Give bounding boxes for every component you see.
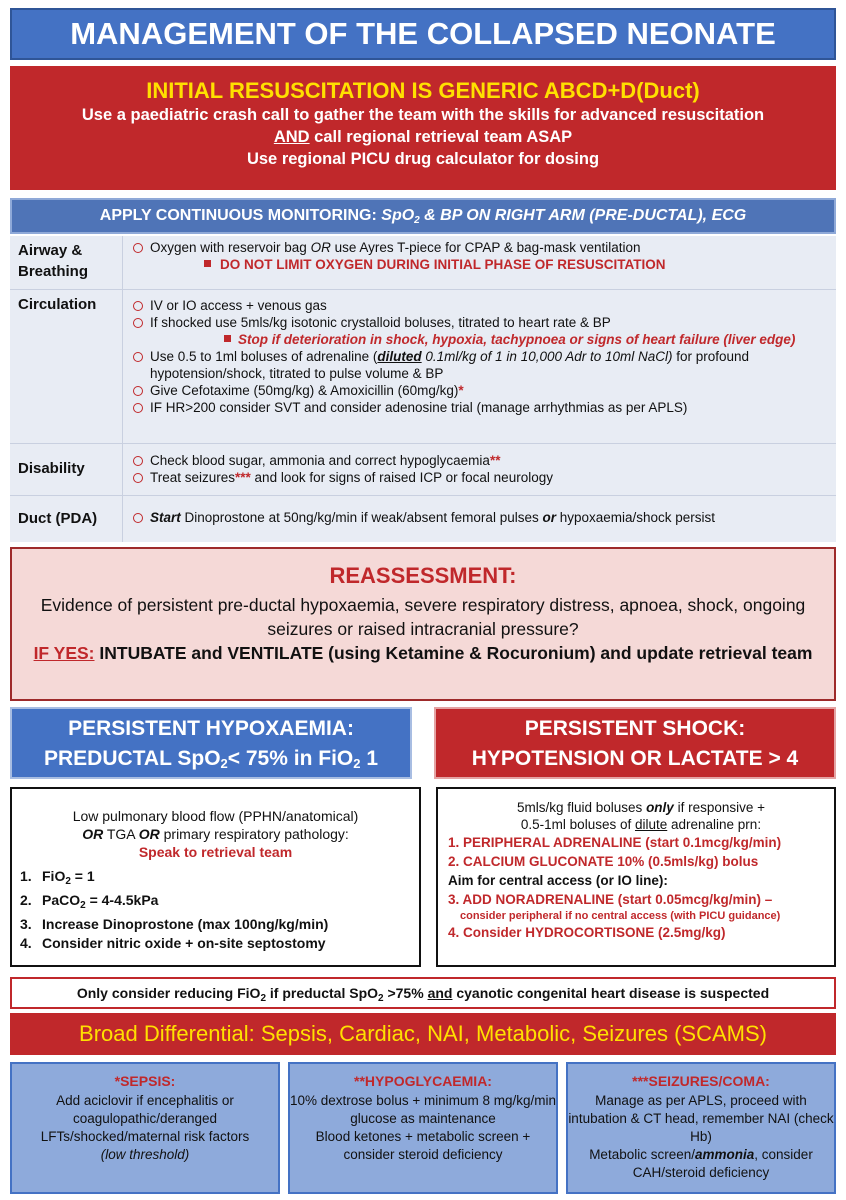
initial-resuscitation-box	[10, 66, 836, 190]
footnote-star: ***	[235, 470, 251, 485]
circulation-label: Circulation	[18, 296, 97, 313]
list-item	[20, 891, 419, 915]
reassessment-action	[12, 641, 834, 665]
shock-box	[436, 787, 836, 967]
text: = 1	[70, 868, 95, 884]
monitoring-prefix: APPLY CONTINUOUS MONITORING:	[99, 207, 382, 224]
circulation-row	[10, 290, 836, 444]
hypoxaemia-line-1: Low pulmonary blood flow (PPHN/anatomical)	[72, 808, 359, 824]
text: for profound hypotension/shock, titrated to pulse volume & BP	[150, 349, 750, 381]
sepsis-text: Add aciclovir if encephalitis or coagulopathic/deranged LFTs/shocked/maternal risk factors	[40, 1093, 250, 1144]
hypoglycaemia-card	[288, 1062, 558, 1194]
text: 1.	[20, 868, 32, 884]
hypoxaemia-heading	[10, 707, 412, 779]
text: = 4-4.5kPa	[85, 892, 159, 908]
text: primary respiratory pathology:	[159, 826, 349, 842]
or-emphasis: OR	[138, 826, 160, 842]
seizures-card	[566, 1062, 836, 1194]
spo-text: SpO	[381, 207, 415, 224]
initial-line-2	[10, 126, 836, 148]
differential-bar: Broad Differential: Sepsis, Cardiac, NAI, Metabolic, Seizures (SCAMS)	[10, 1013, 836, 1055]
start-emphasis: Start	[150, 510, 181, 525]
shock-step-4: 4. Consider HYDROCORTISONE (2.5mg/kg)	[448, 925, 726, 940]
speak-to-retrieval: Speak to retrieval team	[138, 844, 293, 860]
reassessment-text: Evidence of persistent pre-ductal hypoxaemia, severe respiratory distress, apnoea, shock, ongoing seizures or raised intracranial pressure?	[40, 595, 806, 639]
duct-row	[10, 496, 836, 542]
circulation-warning: Stop if deterioration in shock, hypoxia, tachypnoea or signs of heart failure (liver edge)	[128, 331, 832, 348]
duct-body	[128, 509, 832, 526]
shock-step-1: 1. PERIPHERAL ADRENALINE (start 0.1mcg/kg/min)	[448, 835, 782, 850]
list-item	[20, 934, 419, 953]
monitoring-bar	[10, 198, 836, 234]
hypoxaemia-box	[10, 787, 421, 967]
text: Check blood sugar, ammonia and correct hypoglycaemia	[150, 453, 490, 468]
list-item	[128, 239, 832, 256]
monitoring-rest: & BP ON RIGHT ARM (PRE-DUCTAL), ECG	[419, 207, 747, 224]
reassessment-box	[10, 547, 836, 701]
text: 0.5-1ml boluses of	[520, 817, 635, 832]
if-yes-label: IF YES:	[33, 643, 95, 663]
list-item: IV or IO access + venous gas	[128, 297, 832, 314]
text: Dinoprostone at 50ng/kg/min if weak/absent femoral pulses	[180, 510, 543, 525]
text: < 75% in FiO	[227, 747, 354, 770]
hypoxaemia-steps	[12, 867, 419, 953]
text: Use 0.5 to 1ml boluses of adrenaline (	[150, 349, 378, 364]
list-item	[20, 915, 419, 934]
circulation-body	[128, 297, 832, 416]
initial-line-2-rest: call regional retrieval team ASAP	[309, 128, 573, 146]
text: Increase Dinoprostone (max 100ng/kg/min)	[42, 916, 329, 932]
or-emphasis: or	[542, 510, 556, 525]
shock-line-2	[448, 816, 834, 833]
hypoglycaemia-heading: **HYPOGLYCAEMIA:	[354, 1073, 492, 1089]
hypoglycaemia-text-1: 10% dextrose bolus + minimum 8 mg/kg/min glucose as maintenance	[290, 1093, 556, 1126]
and-emphasis: and	[427, 985, 453, 1001]
hypoxaemia-line-2	[12, 825, 419, 843]
sub-2: 2	[378, 993, 384, 1004]
text: Oxygen with reservoir bag	[150, 240, 311, 255]
disability-body	[128, 452, 832, 486]
text: Only consider reducing FiO	[76, 985, 261, 1001]
airway-body	[128, 239, 832, 273]
text: Treat seizures	[150, 470, 236, 485]
text: TGA	[103, 826, 139, 842]
disability-row	[10, 444, 836, 496]
list-item	[128, 509, 832, 526]
text: >75%	[383, 985, 428, 1001]
text: PREDUCTAL SpO	[43, 747, 221, 770]
sub-2: 2	[353, 756, 361, 771]
text: INTUBATE and VENTILATE (using Ketamine & Rocuronium) and update retrieval team	[94, 643, 813, 663]
sepsis-heading: *SEPSIS:	[114, 1073, 176, 1089]
text: PaCO	[42, 892, 81, 908]
list-item	[128, 348, 832, 382]
text: Metabolic screen/	[589, 1147, 695, 1162]
seizures-heading: ***SEIZURES/COMA:	[632, 1073, 770, 1089]
sepsis-note: (low threshold)	[100, 1147, 190, 1162]
sub-2: 2	[220, 756, 228, 771]
shock-aim: Aim for central access (or IO line):	[448, 873, 668, 888]
duct-label: Duct (PDA)	[18, 510, 98, 527]
sub-2: 2	[414, 215, 420, 226]
hypoglycaemia-text-2: Blood ketones + metabolic screen + consider steroid deficiency	[315, 1129, 531, 1162]
shock-step-3: 3. ADD NORADRENALINE (start 0.05mcg/kg/min) –	[448, 892, 773, 907]
text: FiO	[42, 868, 66, 884]
shock-step-3-note: consider peripheral if no central access (with PICU guidance)	[460, 910, 781, 922]
text: , consider CAH/steroid deficiency	[632, 1147, 813, 1180]
shock-heading-2: HYPOTENSION OR LACTATE > 4	[471, 747, 799, 770]
text: 3.	[20, 916, 32, 932]
airway-warning: DO NOT LIMIT OXYGEN DURING INITIAL PHASE OF RESUSCITATION	[128, 256, 832, 273]
list-item	[128, 382, 832, 399]
monitoring-detail	[381, 207, 746, 224]
text: hypoxaemia/shock persist	[555, 510, 716, 525]
text: 4.	[20, 935, 32, 951]
hypoxaemia-heading-2	[12, 744, 410, 779]
hypoxaemia-heading-1: PERSISTENT HYPOXAEMIA:	[68, 717, 354, 740]
reassessment-heading: REASSESSMENT:	[329, 563, 517, 588]
footnote-star: **	[489, 453, 501, 468]
ammonia-emphasis: ammonia	[695, 1147, 755, 1162]
initial-line-1: Use a paediatric crash call to gather the team with the skills for advanced resuscitation	[81, 106, 765, 124]
text: if responsive +	[673, 800, 765, 815]
sub-2: 2	[260, 993, 266, 1004]
airway-label: Airway & Breathing	[18, 242, 89, 280]
initial-heading: INITIAL RESUSCITATION IS GENERIC ABCD+D(Duct)	[146, 78, 700, 103]
list-item	[128, 452, 832, 469]
list-item: If shocked use 5mls/kg isotonic crystalloid boluses, titrated to heart rate & BP	[128, 314, 832, 331]
text: 0.1ml/kg of 1 in 10,000 Adr to 10ml NaCl)	[421, 349, 673, 364]
shock-step-2: 2. CALCIUM GLUCONATE 10% (0.5mls/kg) bolus	[448, 854, 759, 869]
text: Give Cefotaxime (50mg/kg) & Amoxicillin (60mg/kg)	[150, 383, 459, 398]
dilute-emphasis: dilute	[634, 817, 668, 832]
page-title: MANAGEMENT OF THE COLLAPSED NEONATE	[10, 8, 836, 60]
text: 5mls/kg fluid boluses	[517, 800, 647, 815]
initial-line-3: Use regional PICU drug calculator for dosing	[246, 150, 600, 168]
list-item: IF HR>200 consider SVT and consider adenosine trial (manage arrhythmias as per APLS)	[128, 399, 832, 416]
seizures-text-1: Manage as per APLS, proceed with intubation & CT head, remember NAI (check Hb)	[568, 1093, 834, 1144]
text: 2.	[20, 892, 32, 908]
airway-row	[10, 236, 836, 290]
seizures-text-2	[568, 1146, 834, 1182]
list-item	[20, 867, 419, 891]
shock-heading-1: PERSISTENT SHOCK:	[524, 717, 746, 740]
text: and look for signs of raised ICP or focal neurology	[250, 470, 553, 485]
only-emphasis: only	[646, 800, 674, 815]
or-emphasis: OR	[310, 240, 331, 255]
footnote-star: *	[458, 383, 464, 398]
reduce-fio2-note	[10, 977, 836, 1009]
text: use Ayres T-piece for CPAP & bag-mask ventilation	[330, 240, 641, 255]
text: if preductal SpO	[266, 985, 379, 1001]
list-item	[128, 469, 832, 486]
text: adrenaline prn:	[667, 817, 762, 832]
text: 1	[360, 747, 378, 770]
sub-2: 2	[65, 876, 71, 887]
disability-label: Disability	[18, 460, 85, 477]
shock-heading	[434, 707, 836, 779]
and-emphasis: AND	[273, 128, 310, 146]
diluted-emphasis: diluted	[377, 349, 422, 364]
text: cyanotic congenital heart disease is suspected	[452, 985, 770, 1001]
shock-line-1	[448, 799, 834, 816]
sepsis-card	[10, 1062, 280, 1194]
sub-2: 2	[80, 900, 86, 911]
or-emphasis: OR	[82, 826, 104, 842]
abcd-table	[10, 236, 836, 542]
text: Consider nitric oxide + on-site septostomy	[42, 935, 326, 951]
